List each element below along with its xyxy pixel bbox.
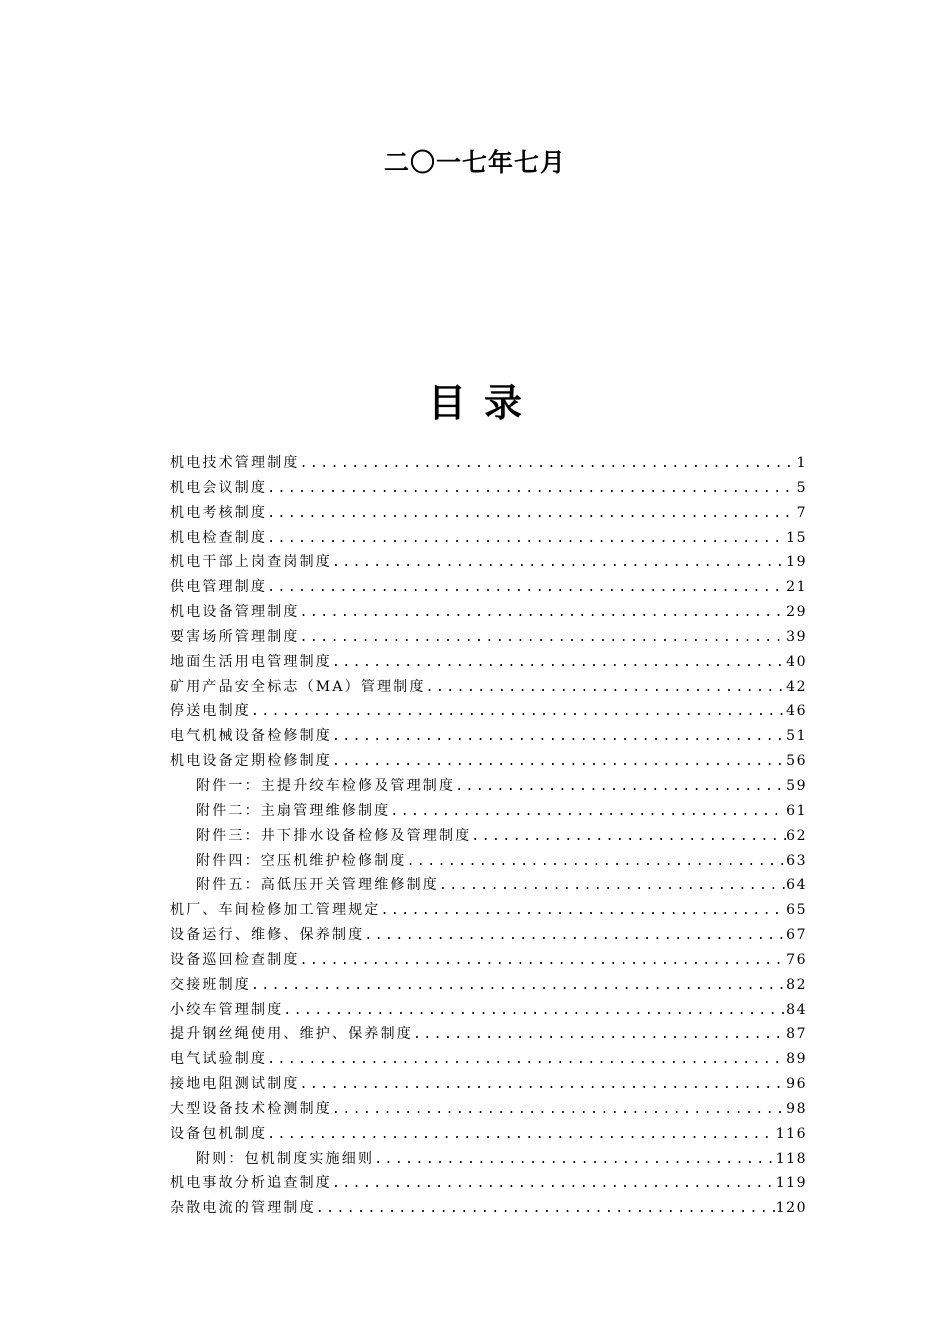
toc-dot-leader — [300, 626, 787, 650]
toc-dot-leader — [300, 1073, 787, 1097]
toc-entry-title: 接地电阻测试制度 — [170, 1076, 300, 1093]
toc-dot-leader — [300, 601, 787, 625]
toc-entry-title: 机电会议制度 — [170, 479, 268, 496]
toc-entry-title: 杂散电流的管理制度 — [170, 1200, 316, 1217]
toc-entry-page-number: 119 — [775, 1175, 807, 1192]
toc-entry[interactable] — [170, 575, 807, 600]
toc-dot-leader — [364, 924, 786, 948]
toc-entry-page-number: 19 — [786, 554, 807, 571]
toc-entry[interactable] — [170, 625, 807, 650]
toc-entry-page-number: 76 — [786, 951, 807, 968]
toc-entry[interactable] — [170, 1147, 807, 1172]
toc-entry[interactable] — [170, 650, 807, 675]
toc-entry-page-number: 29 — [786, 604, 807, 621]
toc-entry-page-number: 61 — [786, 802, 807, 819]
toc-entry[interactable] — [170, 451, 807, 476]
toc-dot-leader — [390, 800, 786, 824]
toc-entry-title: 附件四：空压机维护检修制度 — [196, 852, 407, 869]
toc-entry-page-number: 89 — [786, 1051, 807, 1068]
toc-entry-title: 停送电制度 — [170, 703, 251, 720]
toc-entry[interactable] — [170, 1122, 807, 1147]
toc-entry-title: 电气机械设备检修制度 — [170, 728, 332, 745]
toc-entry-title: 机电设备定期检修制度 — [170, 753, 332, 770]
toc-entry[interactable] — [170, 898, 807, 923]
toc-entry-title: 机电事故分析追查制度 — [170, 1175, 332, 1192]
toc-entry-page-number: 64 — [786, 877, 807, 894]
toc-entry[interactable] — [170, 749, 807, 774]
toc-entry-page-number: 59 — [786, 777, 807, 794]
toc-entry-page-number: 39 — [786, 628, 807, 645]
toc-dot-leader — [374, 1148, 776, 1172]
toc-entry[interactable] — [170, 724, 807, 749]
toc-entry-title: 机电检查制度 — [170, 529, 268, 546]
toc-entry[interactable] — [170, 476, 807, 501]
toc-entry-page-number: 120 — [775, 1200, 807, 1217]
toc-entry[interactable] — [170, 824, 807, 849]
toc-entry-page-number: 1 — [796, 455, 807, 471]
toc-entry-page-number: 82 — [786, 976, 807, 993]
toc-entry-page-number: 56 — [786, 753, 807, 770]
toc-dot-leader — [267, 502, 796, 526]
toc-dot-leader — [267, 576, 786, 600]
toc-entry[interactable] — [170, 526, 807, 551]
toc-entry-page-number: 7 — [796, 504, 807, 521]
toc-entry[interactable] — [170, 1022, 807, 1047]
toc-entry[interactable] — [170, 600, 807, 625]
toc-title: 目录 — [427, 381, 540, 425]
toc-entry-title: 机电考核制度 — [170, 504, 268, 521]
toc-entry-title: 设备运行、维修、保养制度 — [170, 927, 365, 944]
toc-entry-page-number: 51 — [786, 728, 807, 745]
toc-entry[interactable] — [170, 550, 807, 575]
toc-entry-page-number: 63 — [786, 852, 807, 869]
toc-dot-leader — [316, 1197, 776, 1221]
toc-dot-leader — [332, 551, 786, 575]
toc-entry[interactable] — [170, 873, 807, 898]
toc-dot-leader — [332, 1098, 786, 1122]
toc-entry-page-number: 118 — [775, 1150, 807, 1167]
toc-entry[interactable] — [170, 1196, 807, 1221]
toc-dot-leader — [332, 651, 786, 675]
toc-entry-page-number: 21 — [786, 579, 807, 596]
toc-dot-leader — [426, 676, 787, 700]
toc-entry-title: 矿用产品安全标志（MA）管理制度 — [170, 678, 426, 695]
toc-entry-title: 机电干部上岗查岗制度 — [170, 554, 332, 571]
toc-entry-page-number: 46 — [786, 703, 807, 720]
toc-entry[interactable] — [170, 1072, 807, 1097]
toc-entry-page-number: 98 — [786, 1100, 807, 1117]
toc-entry-title: 机厂、车间检修加工管理规定 — [170, 902, 381, 919]
toc-entry-page-number: 62 — [786, 827, 807, 844]
toc-entry[interactable] — [170, 675, 807, 700]
toc-entry-title: 附件三：井下排水设备检修及管理制度 — [196, 827, 472, 844]
toc-entry-title: 小绞车管理制度 — [170, 1001, 284, 1018]
toc-entry-page-number: 15 — [786, 529, 807, 546]
toc-dot-leader — [251, 700, 786, 724]
toc-entry-title: 附则：包机制度实施细则 — [196, 1150, 375, 1167]
toc-entry-page-number: 67 — [786, 927, 807, 944]
toc-entry-title: 提升钢丝绳使用、维护、保养制度 — [170, 1026, 413, 1043]
toc-entry-title: 电气试验制度 — [170, 1051, 268, 1068]
toc-dot-leader — [332, 750, 786, 774]
toc-entry-title: 机电设备管理制度 — [170, 604, 300, 621]
toc-entry-title: 附件一：主提升绞车检修及管理制度 — [196, 777, 456, 794]
toc-dot-leader — [267, 1123, 776, 1147]
table-of-contents — [170, 451, 807, 1221]
toc-entry[interactable] — [170, 849, 807, 874]
toc-entry-page-number: 40 — [786, 653, 807, 670]
toc-dot-leader — [332, 1172, 776, 1196]
toc-entry-page-number: 65 — [786, 902, 807, 919]
toc-entry-page-number: 87 — [786, 1026, 807, 1043]
toc-entry-title: 大型设备技术检测制度 — [170, 1100, 332, 1117]
toc-entry[interactable] — [170, 998, 807, 1023]
toc-entry[interactable] — [170, 501, 807, 526]
toc-dot-leader — [251, 974, 786, 998]
toc-entry-page-number: 96 — [786, 1076, 807, 1093]
toc-entry[interactable] — [170, 923, 807, 948]
toc-entry-title: 交接班制度 — [170, 976, 251, 993]
toc-dot-leader — [455, 775, 786, 799]
toc-entry[interactable] — [170, 1047, 807, 1072]
toc-entry-title: 机电技术管理制度 — [170, 455, 300, 471]
toc-entry[interactable] — [170, 948, 807, 973]
toc-dot-leader — [439, 874, 786, 898]
toc-entry[interactable] — [170, 774, 807, 799]
toc-dot-leader — [300, 949, 787, 973]
toc-entry[interactable] — [170, 1097, 807, 1122]
toc-dot-leader — [267, 1048, 786, 1072]
toc-dot-leader — [381, 899, 787, 923]
toc-entry-title: 附件五：高低压开关管理维修制度 — [196, 877, 439, 894]
toc-entry[interactable] — [170, 1171, 807, 1196]
toc-dot-leader — [332, 725, 786, 749]
toc-dot-leader — [300, 452, 797, 476]
toc-entry-page-number: 84 — [786, 1001, 807, 1018]
toc-entry-title: 要害场所管理制度 — [170, 628, 300, 645]
toc-entry-title: 设备巡回检查制度 — [170, 951, 300, 968]
toc-entry-page-number: 42 — [786, 678, 807, 695]
toc-entry-title: 附件二：主扇管理维修制度 — [196, 802, 391, 819]
toc-entry[interactable] — [170, 799, 807, 824]
toc-entry-page-number: 5 — [796, 479, 807, 496]
cover-date: 二〇一七年七月 — [383, 148, 566, 177]
toc-dot-leader — [283, 999, 786, 1023]
toc-entry-title: 地面生活用电管理制度 — [170, 653, 332, 670]
toc-dot-leader — [407, 850, 787, 874]
toc-dot-leader — [267, 527, 786, 551]
toc-entry[interactable] — [170, 699, 807, 724]
toc-entry-page-number: 116 — [775, 1125, 807, 1142]
toc-entry-title: 供电管理制度 — [170, 579, 268, 596]
toc-dot-leader — [267, 477, 796, 501]
toc-entry[interactable] — [170, 973, 807, 998]
toc-entry-title: 设备包机制度 — [170, 1125, 268, 1142]
toc-dot-leader — [471, 825, 786, 849]
toc-dot-leader — [413, 1023, 786, 1047]
